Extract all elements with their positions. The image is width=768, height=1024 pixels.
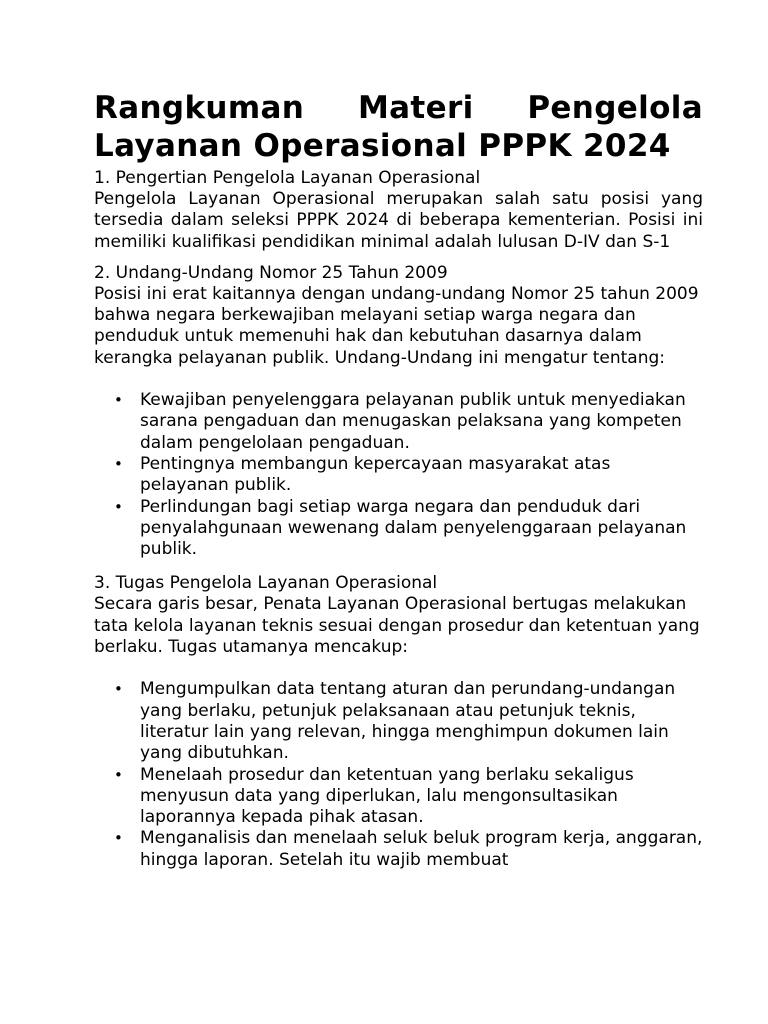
bullet-list xyxy=(94,679,703,871)
section-2 xyxy=(94,263,703,561)
bullet-icon: • xyxy=(114,391,123,410)
page-title: Rangkuman Materi Pengelola Layanan Operasional PPPK 2024 xyxy=(94,90,703,164)
section-3 xyxy=(94,573,703,871)
list-item xyxy=(94,454,703,497)
list-item xyxy=(94,679,703,764)
list-item xyxy=(94,765,703,829)
spacer xyxy=(94,560,703,573)
spacer xyxy=(94,253,703,263)
bullet-icon: • xyxy=(114,454,123,473)
list-item-text: Menelaah prosedur dan ketentuan yang berlaku sekaligus menyusun data yang diperlukan, lalu mengonsultasikan laporannya kepada pihak atasan. xyxy=(140,764,634,828)
section-heading: 3. Tugas Pengelola Layanan Operasional xyxy=(94,573,438,594)
bullet-icon: • xyxy=(114,765,123,784)
section-paragraph: Pengelola Layanan Operasional merupakan salah satu posisi yang tersedia dalam seleksi PPPK 2024 di beberapa kementerian. Posisi ini memiliki kualifikasi pendidikan minimal adalah lulusan D-IV dan S-1 xyxy=(94,189,703,252)
list-item-text: Mengumpulkan data tentang aturan dan perundang-undangan yang berlaku, petunjuk pelaksanaan atau petunjuk teknis, literatur lain yang relevan, hingga menghimpun dokumen lain yang dibutuhkan. xyxy=(140,679,676,764)
bullet-list xyxy=(94,390,703,560)
list-item xyxy=(94,497,703,561)
list-item xyxy=(94,390,703,454)
section-1 xyxy=(94,168,703,253)
list-item-text: Pentingnya membangun kepercayaan masyarakat atas pelayanan publik. xyxy=(140,453,611,496)
section-heading: 1. Pengertian Pengelola Layanan Operasional xyxy=(94,168,481,188)
list-item-text: Menganalisis dan menelaah seluk beluk program kerja, anggaran, hingga laporan. Setelah itu wajib membuat xyxy=(140,828,703,870)
list-item-text: Kewajiban penyelenggara pelayanan publik untuk menyediakan sarana pengaduan dan menugaskan pelaksana yang kompeten dalam pengelolaan pengaduan. xyxy=(140,390,686,453)
bullet-icon: • xyxy=(114,829,123,848)
bullet-icon: • xyxy=(114,497,123,516)
list-item xyxy=(94,828,703,871)
list-item-text: Perlindungan bagi setiap warga negara dan penduduk dari penyalahgunaan wewenang dalam penyelenggaraan pelayanan publik. xyxy=(140,496,687,560)
bullet-icon: • xyxy=(114,680,123,699)
section-paragraph: Secara garis besar, Penata Layanan Operasional bertugas melakukan tata kelola layanan teknis sesuai dengan prosedur dan ketentuan yang berlaku. Tugas utamanya mencakup: xyxy=(94,594,700,658)
document-content xyxy=(94,89,703,871)
section-paragraph: Posisi ini erat kaitannya dengan undang-undang Nomor 25 tahun 2009 bahwa negara berkewajiban melayani setiap warga negara dan penduduk untuk memenuhi hak dan kebutuhan dasarnya dalam kerangka pelayanan publik. Undang-Undang ini mengatur tentang: xyxy=(94,283,699,368)
section-heading: 2. Undang-Undang Nomor 25 Tahun 2009 xyxy=(94,262,448,283)
